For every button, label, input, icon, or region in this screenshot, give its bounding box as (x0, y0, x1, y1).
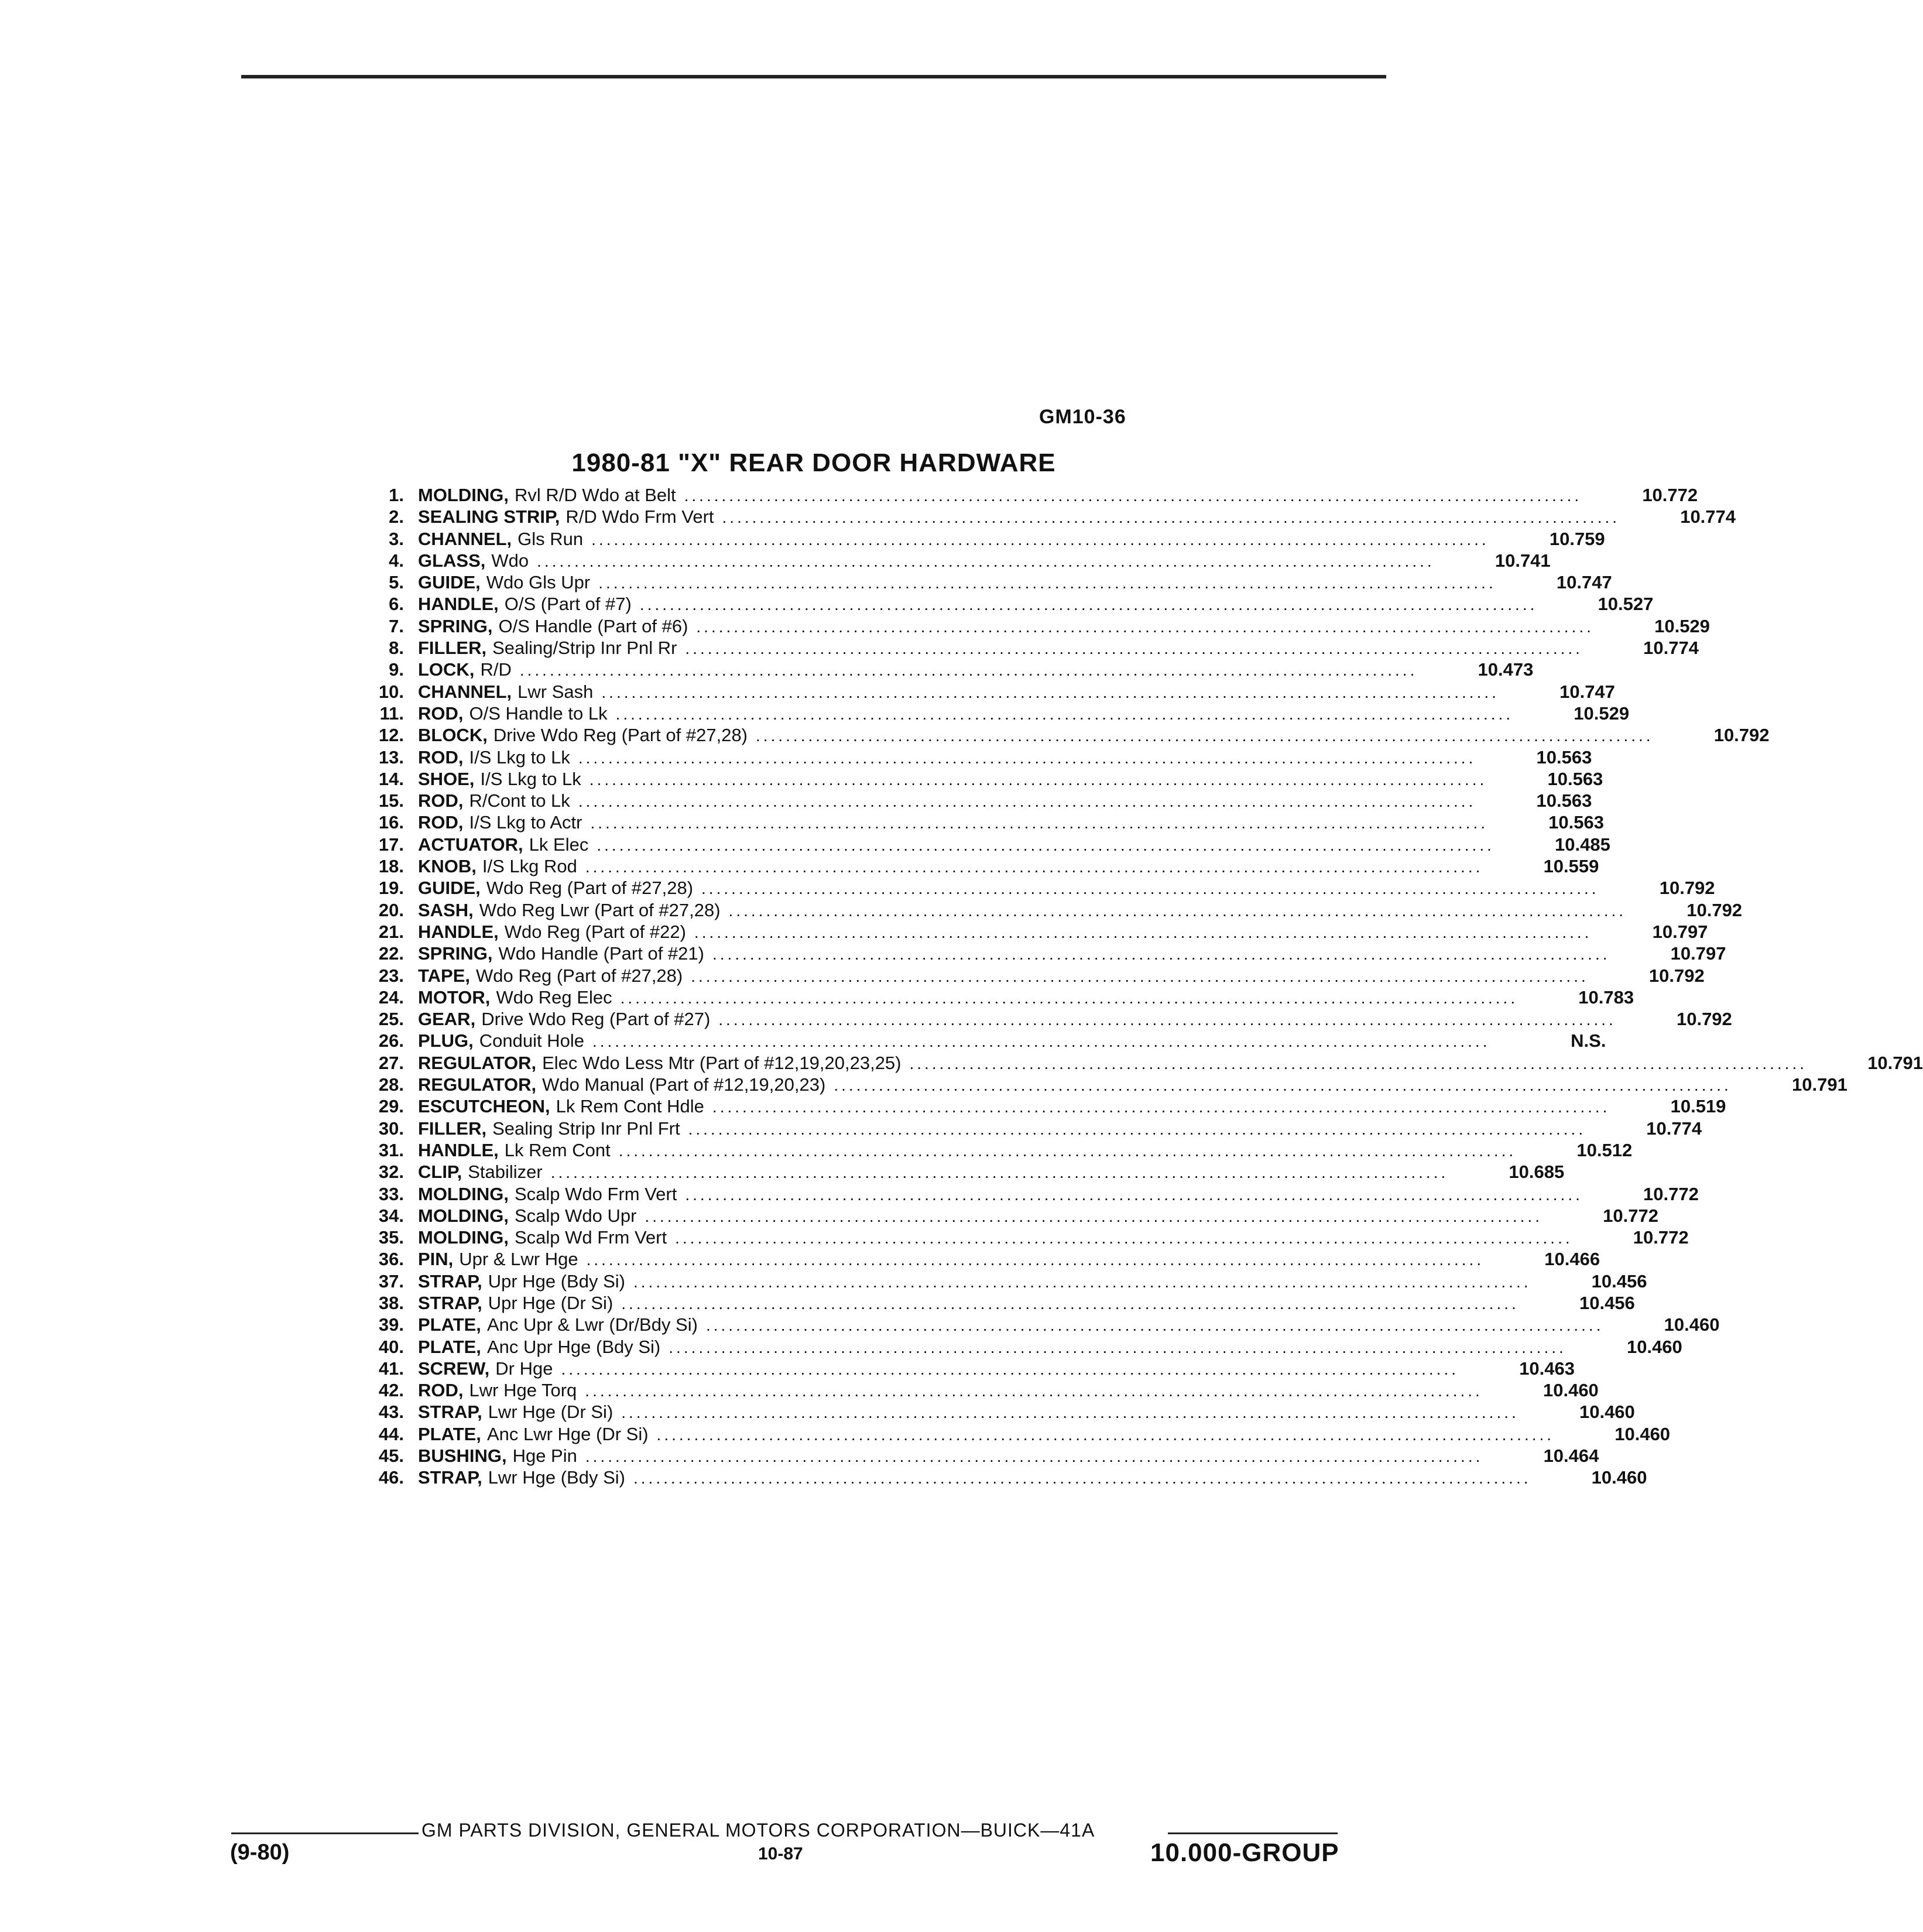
part-reference: 10.529 (1654, 615, 1710, 636)
list-item (345, 1139, 1633, 1161)
part-name: PLATE, (418, 1336, 481, 1357)
part-reference: 10.512 (1576, 1139, 1633, 1160)
part-name: MOLDING, (418, 1205, 509, 1226)
list-item (345, 943, 1726, 964)
part-name: MOLDING, (418, 1183, 509, 1204)
part-name: ESCUTCHEON, (418, 1096, 550, 1117)
list-item (345, 1052, 1923, 1074)
part-name: MOLDING, (418, 485, 509, 505)
dot-leader: ........................................................................................................................ (834, 1076, 1732, 1095)
part-number: 23. (378, 965, 404, 986)
list-item (345, 484, 1698, 506)
part-number: 28. (378, 1074, 404, 1095)
part-number: 5. (389, 572, 404, 593)
part-name: PIN, (418, 1249, 454, 1270)
part-reference: 10.792 (1713, 725, 1770, 746)
part-name: ROD, (418, 812, 464, 833)
dot-leader: ........................................................................................................................ (645, 1207, 1542, 1225)
part-number: 43. (378, 1402, 404, 1423)
part-name: ROD, (418, 703, 464, 724)
top-rule (241, 75, 1386, 78)
part-reference: N.S. (1571, 1030, 1606, 1051)
list-item (345, 1358, 1575, 1379)
list-item (345, 834, 1610, 855)
part-name: MOTOR, (418, 986, 491, 1008)
list-item (345, 637, 1699, 659)
part-number: 17. (378, 834, 404, 855)
part-reference: 10.772 (1603, 1205, 1658, 1226)
part-reference: 10.797 (1670, 943, 1726, 964)
part-description: Lwr Hge (Bdy Si) (488, 1467, 625, 1488)
dot-leader: ........................................................................................................................ (684, 487, 1582, 505)
part-name: SPRING, (418, 615, 493, 636)
list-item (345, 1270, 1647, 1292)
dot-leader: ........................................................................................................................ (618, 1141, 1517, 1160)
dot-leader: ........................................................................................................................ (691, 967, 1589, 985)
part-description: Conduit Hole (479, 1030, 584, 1051)
part-name: ROD, (418, 746, 464, 768)
part-description: Wdo Reg Elec (496, 986, 612, 1008)
part-reference: 10.466 (1544, 1249, 1600, 1270)
part-reference: 10.460 (1626, 1336, 1682, 1357)
part-reference: 10.460 (1591, 1467, 1647, 1488)
part-reference: 10.460 (1615, 1423, 1671, 1444)
part-reference: 10.747 (1559, 681, 1615, 702)
list-item (345, 877, 1715, 899)
part-description: Wdo (491, 550, 529, 571)
dot-leader: ........................................................................................................................ (620, 988, 1518, 1007)
list-item (345, 1314, 1720, 1335)
dot-leader: ........................................................................................................................ (592, 1032, 1490, 1051)
part-reference: 10.563 (1547, 768, 1603, 789)
part-name: STRAP, (418, 1270, 482, 1292)
part-number: 1. (389, 485, 404, 505)
part-reference: 10.485 (1555, 834, 1610, 855)
part-description: Scalp Wdo Frm Vert (515, 1183, 677, 1204)
part-reference: 10.529 (1574, 703, 1630, 724)
list-item (345, 593, 1654, 615)
dot-leader: ........................................................................................................................ (633, 1272, 1531, 1291)
dot-leader: ........................................................................................................................ (590, 814, 1488, 833)
dot-leader: ........................................................................................................................ (585, 858, 1483, 876)
part-name: CLIP, (418, 1162, 462, 1183)
part-reference: 10.797 (1652, 921, 1708, 942)
part-reference: 10.456 (1591, 1270, 1647, 1292)
part-number: 20. (378, 899, 404, 920)
dot-leader: ........................................................................................................................ (685, 639, 1583, 658)
part-number: 24. (378, 986, 404, 1008)
part-description: Sealing Strip Inr Pnl Frt (492, 1118, 680, 1139)
part-reference: 10.559 (1543, 856, 1599, 877)
part-reference: 10.759 (1549, 528, 1605, 549)
part-reference: 10.791 (1792, 1074, 1847, 1095)
dot-leader: ........................................................................................................................ (591, 530, 1489, 549)
part-reference: 10.747 (1556, 572, 1612, 593)
part-description: Stabilizer (468, 1162, 543, 1183)
part-reference: 10.460 (1664, 1314, 1720, 1335)
part-name: SEALING STRIP, (418, 506, 560, 527)
dot-leader: ........................................................................................................................ (585, 1447, 1483, 1466)
part-number: 27. (378, 1052, 404, 1073)
part-number: 26. (378, 1030, 404, 1051)
part-description: Scalp Wdo Upr (515, 1205, 637, 1226)
part-description: Rvl R/D Wdo at Belt (515, 485, 676, 505)
list-item (345, 724, 1770, 746)
dot-leader: ........................................................................................................................ (694, 923, 1592, 941)
list-item (345, 768, 1603, 790)
list-item (345, 615, 1710, 637)
part-number: 8. (389, 638, 404, 659)
part-number: 2. (389, 506, 404, 527)
dot-leader: ........................................................................................................................ (537, 551, 1435, 570)
dot-leader: ........................................................................................................................ (675, 1229, 1573, 1248)
dot-leader: ........................................................................................................................ (597, 835, 1494, 854)
part-name: LOCK, (418, 659, 475, 680)
part-name: SHOE, (418, 768, 475, 789)
list-item (345, 811, 1604, 833)
footer-page-number: 10-87 (758, 1844, 803, 1864)
part-name: REGULATOR, (418, 1052, 537, 1073)
part-reference: 10.473 (1478, 659, 1534, 680)
list-item (345, 965, 1705, 986)
part-name: BUSHING, (418, 1445, 507, 1467)
part-reference: 10.460 (1542, 1380, 1599, 1401)
part-number: 40. (378, 1336, 404, 1357)
part-description: Scalp Wd Frm Vert (515, 1227, 667, 1248)
dot-leader: ........................................................................................................................ (718, 1010, 1616, 1029)
dot-leader: ........................................................................................................................ (688, 1119, 1586, 1138)
list-item (345, 790, 1592, 811)
part-name: GLASS, (418, 550, 486, 571)
dot-leader: ........................................................................................................................ (550, 1163, 1449, 1182)
list-item (345, 1336, 1682, 1358)
part-number: 11. (379, 703, 404, 724)
part-name: SPRING, (418, 943, 493, 964)
part-number: 7. (389, 615, 404, 636)
part-reference: 10.563 (1548, 812, 1604, 833)
part-reference: 10.792 (1648, 965, 1705, 986)
dot-leader: ........................................................................................................................ (712, 945, 1610, 964)
page-title: 1980-81 "X" REAR DOOR HARDWARE (571, 448, 1056, 477)
part-reference: 10.772 (1642, 485, 1698, 505)
part-description: Upr & Lwr Hge (459, 1249, 578, 1270)
part-reference: 10.685 (1509, 1162, 1565, 1183)
part-number: 21. (378, 921, 404, 942)
part-description: Lk Rem Cont (504, 1139, 611, 1160)
list-item (345, 659, 1534, 680)
part-reference: 10.791 (1867, 1052, 1923, 1073)
part-description: Wdo Gls Upr (486, 572, 591, 593)
part-number: 29. (378, 1096, 404, 1117)
part-description: Lwr Sash (517, 681, 594, 702)
part-description: Anc Upr Hge (Bdy Si) (486, 1336, 661, 1357)
part-description: Wdo Reg Lwr (Part of #27,28) (479, 899, 721, 920)
dot-leader: ........................................................................................................................ (909, 1054, 1808, 1073)
part-name: MOLDING, (418, 1227, 509, 1248)
part-number: 46. (378, 1467, 404, 1488)
part-name: GUIDE, (418, 572, 481, 593)
part-description: Anc Upr & Lwr (Dr/Bdy Si) (486, 1314, 698, 1335)
list-item (345, 986, 1634, 1008)
dot-leader: ........................................................................................................................ (615, 704, 1514, 723)
dot-leader: ........................................................................................................................ (701, 879, 1599, 898)
list-item (345, 1030, 1606, 1051)
part-name: STRAP, (418, 1467, 482, 1488)
dot-leader: ........................................................................................................................ (578, 748, 1476, 767)
list-item (345, 1095, 1726, 1117)
part-name: FILLER, (418, 1118, 487, 1139)
part-name: HANDLE, (418, 594, 499, 615)
part-name: ACTUATOR, (418, 834, 523, 855)
part-name: PLATE, (418, 1423, 481, 1444)
part-number: 19. (378, 878, 404, 899)
part-description: Lwr Hge Torq (469, 1380, 577, 1401)
part-description: Wdo Reg (Part of #27,28) (476, 965, 683, 986)
page-code: GM10-36 (1039, 406, 1126, 428)
part-number: 22. (378, 943, 404, 964)
parts-list (345, 484, 1923, 1489)
list-item (345, 1227, 1689, 1248)
part-number: 33. (378, 1183, 404, 1204)
part-description: R/Cont to Lk (469, 790, 570, 811)
part-name: KNOB, (418, 856, 477, 877)
part-description: R/D Wdo Frm Vert (565, 506, 714, 527)
footer-group-code: 10.000-GROUP (1150, 1838, 1339, 1867)
part-number: 30. (378, 1118, 404, 1139)
dot-leader: ........................................................................................................................ (561, 1359, 1459, 1378)
list-item (345, 550, 1551, 571)
part-name: ROD, (418, 790, 464, 811)
dot-leader: ........................................................................................................................ (633, 1469, 1531, 1488)
part-reference: 10.783 (1578, 986, 1634, 1008)
part-description: O/S (Part of #7) (504, 594, 632, 615)
part-name: GUIDE, (418, 878, 481, 899)
dot-leader: ........................................................................................................................ (639, 595, 1538, 614)
list-item (345, 1074, 1847, 1095)
part-number: 41. (378, 1358, 404, 1379)
part-number: 15. (378, 790, 404, 811)
list-item (345, 1423, 1671, 1445)
list-item (345, 506, 1736, 527)
footer-publisher: GM PARTS DIVISION, GENERAL MOTORS CORPORATION—BUICK—41A (421, 1820, 1095, 1841)
dot-leader: ........................................................................................................................ (598, 574, 1496, 592)
list-item (345, 1205, 1658, 1227)
part-description: Wdo Reg (Part of #27,28) (486, 878, 694, 899)
part-reference: 10.527 (1598, 594, 1654, 615)
part-name: ROD, (418, 1380, 464, 1401)
dot-leader: ........................................................................................................................ (728, 901, 1627, 920)
dot-leader: ........................................................................................................................ (696, 617, 1594, 636)
list-item (345, 1379, 1599, 1401)
part-name: STRAP, (418, 1292, 482, 1313)
list-item (345, 1292, 1635, 1314)
dot-leader: ........................................................................................................................ (621, 1294, 1519, 1313)
part-number: 34. (378, 1205, 404, 1226)
part-description: Drive Wdo Reg (Part of #27,28) (493, 725, 748, 746)
part-name: CHANNEL, (418, 528, 512, 549)
part-description: O/S Handle to Lk (469, 703, 608, 724)
part-description: Hge Pin (512, 1445, 577, 1467)
part-description: Wdo Handle (Part of #21) (498, 943, 704, 964)
part-name: REGULATOR, (418, 1074, 537, 1095)
dot-leader: ........................................................................................................................ (578, 792, 1476, 811)
part-reference: 10.792 (1687, 899, 1743, 920)
part-description: Upr Hge (Bdy Si) (488, 1270, 625, 1292)
list-item (345, 1183, 1699, 1205)
list-item (345, 921, 1708, 943)
part-reference: 10.774 (1643, 638, 1699, 659)
list-item (345, 855, 1599, 877)
part-description: Gls Run (517, 528, 584, 549)
list-item (345, 703, 1630, 724)
part-name: HANDLE, (418, 921, 499, 942)
dot-leader: ........................................................................................................................ (756, 727, 1654, 745)
dot-leader: ........................................................................................................................ (712, 1098, 1610, 1116)
part-name: PLUG, (418, 1030, 474, 1051)
part-description: I/S Lkg to Lk (469, 746, 570, 768)
part-number: 16. (378, 812, 404, 833)
part-reference: 10.460 (1579, 1402, 1635, 1423)
part-description: O/S Handle (Part of #6) (498, 615, 688, 636)
part-name: GEAR, (418, 1009, 476, 1030)
part-reference: 10.774 (1680, 506, 1736, 527)
part-number: 36. (378, 1249, 404, 1270)
part-number: 18. (378, 856, 404, 877)
part-reference: 10.519 (1670, 1096, 1726, 1117)
part-name: FILLER, (418, 638, 487, 659)
part-reference: 10.463 (1519, 1358, 1575, 1379)
list-item (345, 1248, 1600, 1270)
part-description: I/S Lkg Rod (482, 856, 577, 877)
part-reference: 10.792 (1676, 1009, 1732, 1030)
part-name: SASH, (418, 899, 474, 920)
part-description: Dr Hge (495, 1358, 553, 1379)
part-number: 37. (378, 1270, 404, 1292)
part-description: Wdo Reg (Part of #22) (504, 921, 686, 942)
part-description: I/S Lkg to Actr (469, 812, 582, 833)
part-reference: 10.464 (1543, 1445, 1599, 1467)
part-number: 31. (378, 1139, 404, 1160)
list-item (345, 681, 1615, 703)
list-item (345, 1445, 1599, 1467)
part-name: CHANNEL, (418, 681, 512, 702)
part-description: Elec Wdo Less Mtr (Part of #12,19,20,23,25) (542, 1052, 901, 1073)
part-reference: 10.456 (1579, 1292, 1635, 1313)
part-description: Upr Hge (Dr Si) (488, 1292, 613, 1313)
part-description: Wdo Manual (Part of #12,19,20,23) (542, 1074, 826, 1095)
part-number: 44. (378, 1423, 404, 1444)
footer-date-code: (9-80) (230, 1840, 290, 1865)
part-reference: 10.772 (1643, 1183, 1699, 1204)
dot-leader: ........................................................................................................................ (585, 1382, 1483, 1400)
part-number: 32. (378, 1162, 404, 1183)
part-number: 13. (378, 746, 404, 768)
part-number: 10. (378, 681, 404, 702)
part-description: R/D (480, 659, 512, 680)
part-name: STRAP, (418, 1402, 482, 1423)
dot-leader: ........................................................................................................................ (669, 1338, 1566, 1356)
part-name: BLOCK, (418, 725, 488, 746)
part-name: HANDLE, (418, 1139, 499, 1160)
dot-leader: ........................................................................................................................ (586, 1251, 1485, 1269)
list-item (345, 1161, 1565, 1183)
part-description: I/S Lkg to Lk (480, 768, 581, 789)
part-number: 39. (378, 1314, 404, 1335)
part-number: 42. (378, 1380, 404, 1401)
part-name: TAPE, (418, 965, 470, 986)
part-description: Anc Lwr Hge (Dr Si) (486, 1423, 649, 1444)
part-reference: 10.792 (1659, 878, 1715, 899)
list-item (345, 1118, 1702, 1139)
part-name: SCREW, (418, 1358, 490, 1379)
part-name: PLATE, (418, 1314, 481, 1335)
part-number: 4. (389, 550, 404, 571)
part-number: 6. (389, 594, 404, 615)
part-number: 12. (378, 725, 404, 746)
part-number: 3. (389, 528, 404, 549)
part-number: 38. (378, 1292, 404, 1313)
list-item (345, 571, 1612, 593)
part-description: Lwr Hge (Dr Si) (488, 1402, 613, 1423)
part-reference: 10.563 (1536, 790, 1592, 811)
dot-leader: ........................................................................................................................ (656, 1425, 1555, 1444)
list-item (345, 1467, 1647, 1488)
dot-leader: ........................................................................................................................ (621, 1403, 1519, 1422)
part-number: 35. (378, 1227, 404, 1248)
dot-leader: ........................................................................................................................ (685, 1185, 1583, 1204)
dot-leader: ........................................................................................................................ (601, 683, 1499, 701)
part-reference: 10.772 (1633, 1227, 1689, 1248)
part-description: Lk Elec (529, 834, 589, 855)
list-item (345, 528, 1605, 550)
part-reference: 10.774 (1646, 1118, 1702, 1139)
dot-leader: ........................................................................................................................ (519, 661, 1418, 680)
part-description: Sealing/Strip Inr Pnl Rr (492, 638, 677, 659)
part-description: Lk Rem Cont Hdle (556, 1096, 704, 1117)
list-item (345, 899, 1743, 921)
part-reference: 10.741 (1494, 550, 1551, 571)
part-reference: 10.563 (1536, 746, 1592, 768)
dot-leader: ........................................................................................................................ (705, 1316, 1604, 1335)
part-description: Drive Wdo Reg (Part of #27) (481, 1009, 711, 1030)
part-number: 45. (378, 1445, 404, 1467)
list-item (345, 1401, 1635, 1423)
part-number: 9. (389, 659, 404, 680)
dot-leader: ........................................................................................................................ (722, 508, 1620, 527)
part-number: 14. (378, 768, 404, 789)
dot-leader: ........................................................................................................................ (589, 770, 1487, 789)
footer-rule-left (231, 1832, 419, 1834)
part-number: 25. (378, 1009, 404, 1030)
list-item (345, 1008, 1732, 1030)
list-item (345, 746, 1592, 768)
footer-rule-right (1168, 1832, 1338, 1834)
